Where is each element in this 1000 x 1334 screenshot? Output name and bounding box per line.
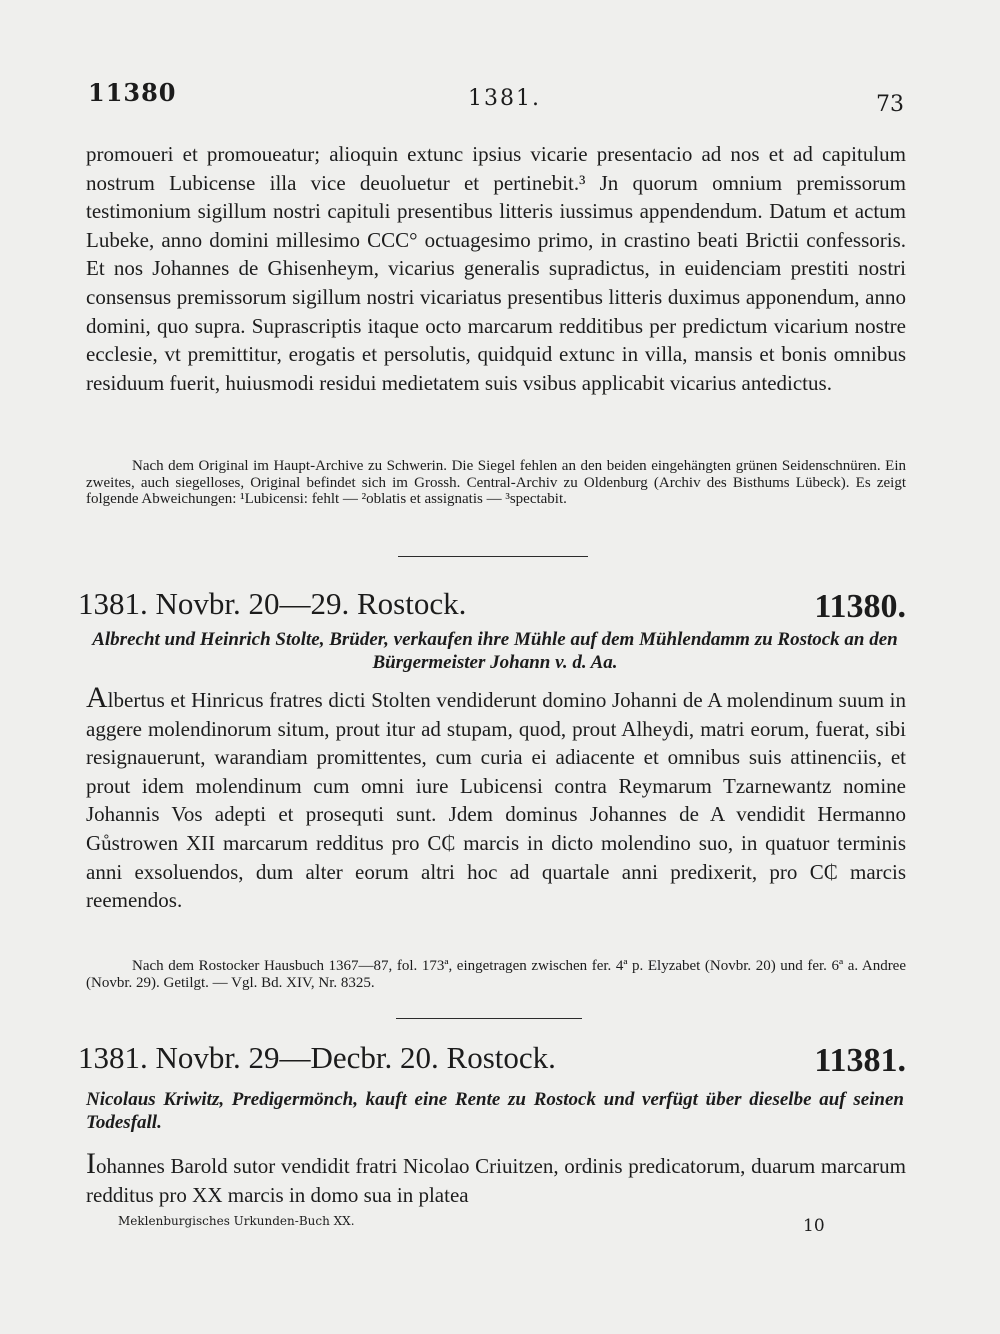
running-head-year: 1381. bbox=[468, 86, 541, 111]
section-divider bbox=[396, 1018, 582, 1019]
drop-initial: A bbox=[86, 681, 108, 714]
entry-number: 11380. bbox=[814, 588, 906, 625]
entry-heading bbox=[78, 582, 906, 625]
charter-paragraph: promoueri et promoueatur; alioquin extunc ipsius vicarie presentacio ad nos et ad capitulum nostrum Lubicense illa vice deuoluetur et pertinebit.³ Jn quorum omnium premissorum testimonium sigillum nostri capituli presentibus litteris iussimus appendendum. Datum et actum Lubeke, anno domini millesimo CCC° octuagesimo primo, in crastino beati Brictii confessoris. Et nos Johannes de Ghisenheym, vicarius generalis supradictus, in euidenciam prestiti nostri consensus premissorum sigillum nostri vicariatus presentibus litteris duximus apponendum, anno domini, quo supra. Suprascriptis itaque octo marcarum redditibus per predictum vicarium nostre ecclesie, vt premittitur, erogatis et persolutis, quidquid extunc in villa, mansis et bonis omnibus residuum fuerit, huiusmodi residui medietatem suis vsibus applicabit vicarius antedictus. bbox=[86, 142, 906, 395]
source-note-text: Nach dem Original im Haupt-Archive zu Schwerin. Die Siegel fehlen an den beiden eingehängten grünen Seidenschnüren. Ein zweites, auch siegelloses, Original befindet sich im Grossh. Central-Archiv zu Oldenburg (Archiv des Bisthums Lübeck). Es zeigt folgende Abweichungen: ¹Lubicensi: fehlt — ²oblatis et assignatis — ³spectabit. bbox=[86, 458, 906, 507]
source-note bbox=[86, 458, 906, 508]
entry-heading bbox=[78, 1036, 906, 1079]
entry-body bbox=[86, 681, 906, 915]
section-divider bbox=[398, 556, 588, 557]
entry-regest: Nicolaus Kriwitz, Predigermönch, kauft eine Rente zu Rostock und verfügt über dieselbe auf seinen Todesfall. bbox=[86, 1089, 904, 1133]
entry-date: 1381. Novbr. 20—29. Rostock. bbox=[78, 586, 467, 621]
running-head-entry-number: 11380 bbox=[88, 78, 177, 107]
entry-date: 1381. Novbr. 29—Decbr. 20. Rostock. bbox=[78, 1040, 556, 1075]
entry-body bbox=[86, 1147, 906, 1209]
drop-initial: I bbox=[86, 1147, 96, 1180]
page-number: 73 bbox=[876, 92, 904, 117]
entry-body-text: lbertus et Hinricus fratres dicti Stolten vendiderunt domino Johanni de A molendinum suum in aggere molendinorum situm, prout itur ad stupam, quod, prout Alheydi, matri eorum, fuerat, sibi resignauerunt, warandiam promittentes, cum curia ei adiacente et omnibus suis attinenciis, et prout idem molendinum cum omni iure Lubicensi contra Reymarum Tzarnewantz nomine Johannis Vos adepti et prosequti sunt. Jdem dominus Johannes de A vendidit Hermanno Gůstrowen XII marcarum redditus pro C₵ marcis in dicto molendino suo, in quatuor terminis anni exsoluendos, dum alter eorum altri hoc ad quartale anni predixerit, pro C₵ marcis reemendos. bbox=[86, 688, 906, 913]
signature-number: 10 bbox=[803, 1216, 825, 1236]
entry-body-text: ohannes Barold sutor vendidit fratri Nicolao Criuitzen, ordinis predicatorum, duarum marcarum redditus pro XX marcis in domo sua in platea bbox=[86, 1154, 906, 1207]
entry-number: 11381. bbox=[814, 1042, 906, 1079]
charter-text-continued bbox=[86, 140, 906, 397]
signature-line: Meklenburgisches Urkunden-Buch XX. bbox=[118, 1214, 355, 1228]
entry-regest: Albrecht und Heinrich Stolte, Brüder, verkaufen ihre Mühle auf dem Mühlendamm zu Rostock an den Bürgermeister Johann v. d. Aa. bbox=[92, 629, 898, 673]
entry-source-note-text: Nach dem Rostocker Hausbuch 1367—87, fol. 173ª, eingetragen zwischen fer. 4ª p. Elyzabet (Novbr. 20) und fer. 6ª a. Andree (Novbr. 29). Getilgt. — Vgl. Bd. XIV, Nr. 8325. bbox=[86, 958, 906, 991]
entry-source-note bbox=[86, 958, 906, 991]
